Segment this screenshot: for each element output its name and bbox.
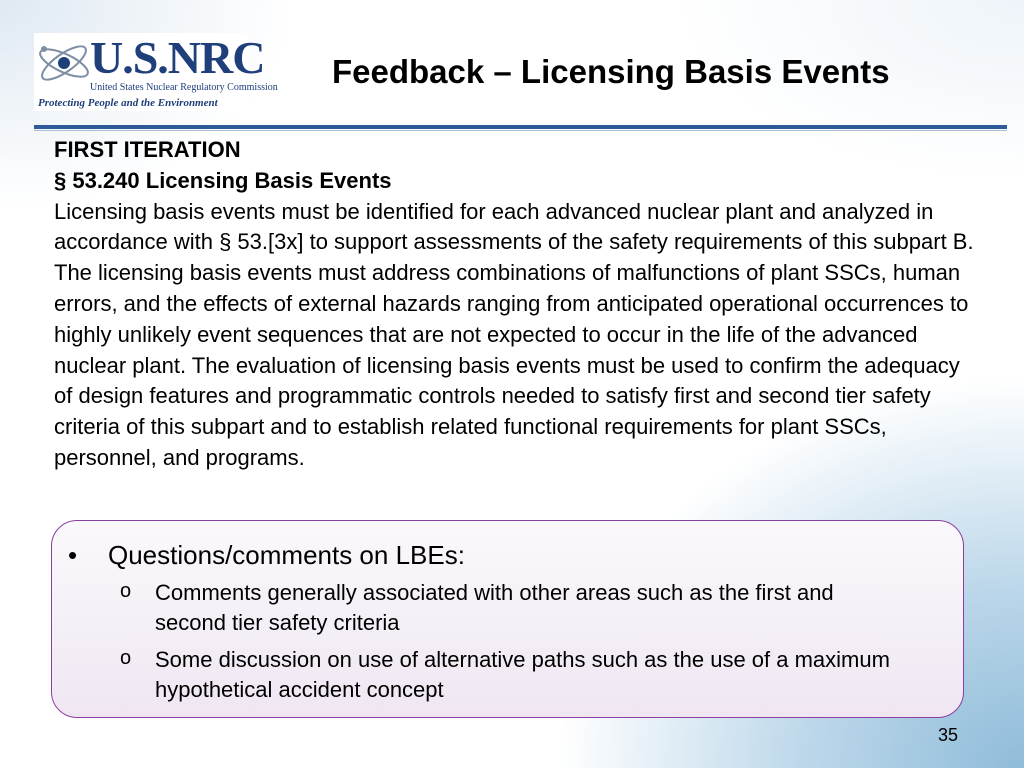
nrc-logo [34, 32, 278, 111]
callout-sub-text: Comments generally associated with other areas such as the first and second tier safety criteria [155, 580, 834, 635]
slide-title: Feedback – Licensing Basis Events [332, 53, 890, 90]
title-divider-thin [34, 130, 1007, 131]
body-paragraph: Licensing basis events must be identified for each advanced nuclear plant and analyzed in accordance with § 53.[3x] to support assessments of the safety requirements of this subpart B. The licensing basis events must address combinations of malfunctions of plant SSCs, human errors, and the effects of external hazards ranging from anticipated operational occurrences to highly unlikely event sequences that are not expected to occur in the life of the advanced nuclear plant. The evaluation of licensing basis events must be used to confirm the adequacy of design features and programmatic controls needed to satisfy first and second tier safety criteria of this subpart and to establish related functional requirements for plant SSCs, personnel, and programs. [54, 198, 974, 470]
sub-bullet-icon: o [120, 580, 132, 602]
atom-icon [34, 33, 94, 95]
callout-sub-item [120, 645, 900, 705]
callout-sub-item [120, 578, 900, 638]
title-divider [34, 125, 1007, 129]
body-text [54, 135, 984, 474]
bullet-icon: • [68, 540, 78, 570]
sub-bullet-icon: o [120, 647, 132, 669]
body-heading-iteration: FIRST ITERATION [54, 137, 241, 162]
logo-subtitle: United States Nuclear Regulatory Commission [90, 82, 278, 93]
page-number: 35 [938, 725, 959, 745]
callout-sub-text: Some discussion on use of alternative paths such as the use of a maximum hypothetical accident concept [155, 647, 890, 702]
callout-main-text: Questions/comments on LBEs: [108, 540, 465, 570]
logo-tagline: Protecting People and the Environment [38, 97, 218, 109]
logo-wordmark: U.S.NRC [90, 32, 265, 83]
body-heading-section: § 53.240 Licensing Basis Events [54, 167, 392, 193]
